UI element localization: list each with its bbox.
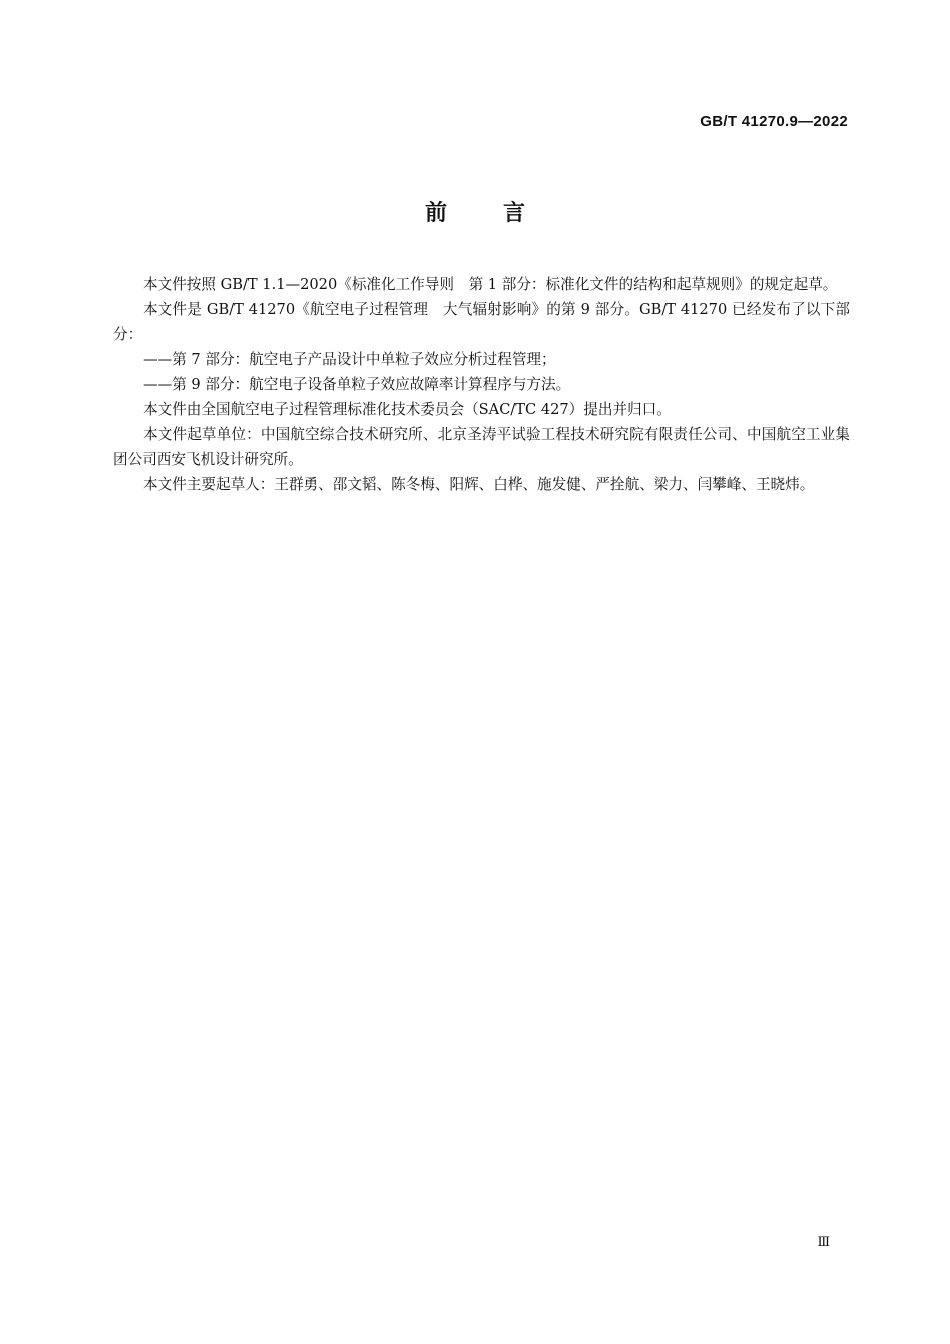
page-title bbox=[0, 196, 950, 227]
title-char-1: 前 bbox=[424, 201, 447, 226]
paragraph-drafting-units: 本文件起草单位：中国航空综合技术研究所、北京圣涛平试验工程技术研究院有限责任公司、中国航空工业集团公司西安飞机设计研究所。 bbox=[113, 426, 850, 468]
title-char-2: 言 bbox=[503, 201, 526, 226]
paragraph-drafters: 本文件主要起草人：王群勇、邵文韬、陈冬梅、阳辉、白桦、施发健、严拴航、梁力、闫攀峰、王晓炜。 bbox=[143, 476, 815, 493]
list-item-part-9: ——第 9 部分：航空电子设备单粒子效应故障率计算程序与方法。 bbox=[143, 376, 571, 393]
paragraph-part-of-series: 本文件是 GB/T 41270《航空电子过程管理 大气辐射影响》的第 9 部分。GB/T 41270 已经发布了以下部分： bbox=[113, 301, 850, 343]
paragraph-proposed-by: 本文件由全国航空电子过程管理标准化技术委员会（SAC/TC 427）提出并归口。 bbox=[143, 401, 671, 418]
list-item-part-7: ——第 7 部分：航空电子产品设计中单粒子效应分析过程管理； bbox=[143, 351, 556, 368]
page-number: Ⅲ bbox=[817, 1235, 830, 1250]
foreword-body bbox=[113, 272, 850, 497]
standard-number: GB/T 41270.9—2022 bbox=[700, 113, 848, 130]
paragraph-drafting-rules: 本文件按照 GB/T 1.1—2020《标准化工作导则 第 1 部分：标准化文件的结构和起草规则》的规定起草。 bbox=[143, 276, 838, 293]
